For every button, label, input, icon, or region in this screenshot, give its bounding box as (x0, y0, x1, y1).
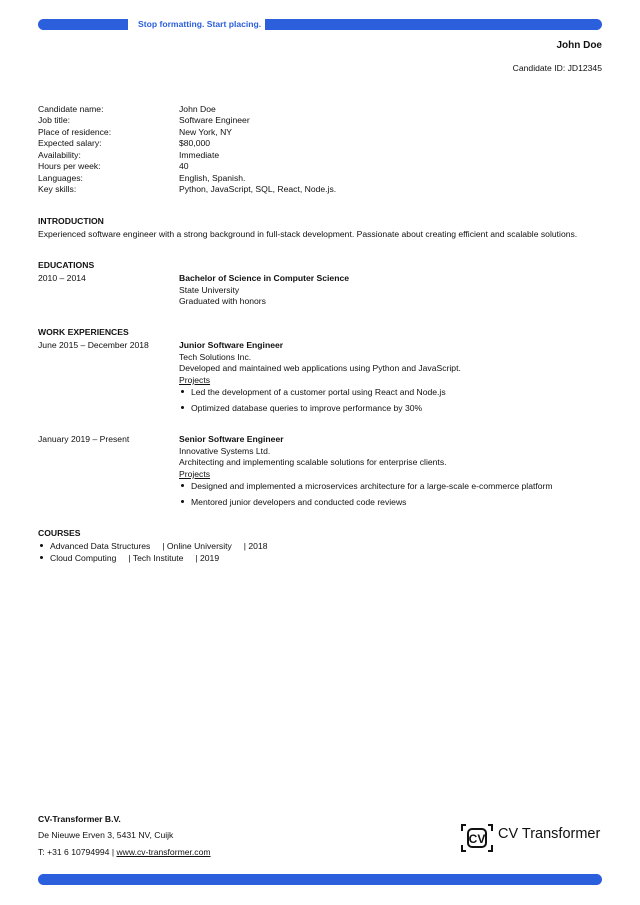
course-text: Cloud Computing | Tech Institute | 2019 (50, 553, 220, 563)
work-company: Tech Solutions Inc. (179, 352, 252, 362)
education-period: 2010 – 2014 (38, 273, 86, 283)
project-text: Mentored junior developers and conducted code reviews (191, 497, 407, 507)
work-company: Innovative Systems Ltd. (179, 446, 271, 456)
detail-value: New York, NY (179, 127, 233, 137)
bottom-bar (38, 874, 602, 885)
project-item (181, 481, 553, 492)
footer-contact (38, 847, 211, 857)
tagline: Stop formatting. Start placing. (138, 19, 262, 29)
detail-value: $80,000 (179, 138, 211, 148)
detail-label: Candidate name: (38, 104, 104, 114)
work-heading: WORK EXPERIENCES (38, 327, 129, 337)
bullet-dot (181, 406, 184, 409)
top-banner (38, 19, 602, 30)
work-description: Developed and maintained web applications using Python and JavaScript. (179, 363, 461, 373)
project-text: Led the development of a customer portal using React and Node.js (191, 387, 446, 397)
detail-label: Expected salary: (38, 138, 102, 148)
education-degree: Bachelor of Science in Computer Science (179, 273, 350, 283)
education-note: Graduated with honors (179, 296, 266, 306)
work-title: Junior Software Engineer (179, 340, 284, 350)
detail-value: Software Engineer (179, 115, 250, 125)
project-item (181, 387, 446, 398)
detail-label: Availability: (38, 150, 81, 160)
candidate-id: Candidate ID: JD12345 (512, 63, 602, 73)
work-period: June 2015 – December 2018 (38, 340, 149, 350)
logo-mark-icon (460, 822, 494, 854)
detail-label: Key skills: (38, 184, 77, 194)
educations-heading: EDUCATIONS (38, 260, 95, 270)
project-item (181, 497, 406, 508)
bullet-dot (181, 484, 184, 487)
projects-label: Projects (179, 375, 211, 385)
project-text: Designed and implemented a microservices architecture for a large-scale e-commerce platform (191, 481, 553, 491)
bullet-dot (40, 544, 43, 547)
detail-label: Job title: (38, 115, 71, 125)
footer-phone: T: +31 6 10794994 | (38, 847, 117, 857)
detail-value: Python, JavaScript, SQL, React, Node.js. (179, 184, 337, 194)
introduction-heading: INTRODUCTION (38, 216, 104, 226)
candidate-name-heading: John Doe (556, 40, 602, 51)
work-period: January 2019 – Present (38, 434, 130, 444)
svg-text:CV: CV (468, 832, 486, 846)
work-title: Senior Software Engineer (179, 434, 284, 444)
banner-bar-right (265, 19, 602, 30)
bullet-dot (181, 390, 184, 393)
education-school: State University (179, 285, 240, 295)
detail-label: Languages: (38, 173, 83, 183)
bullet-dot (40, 556, 43, 559)
course-item (40, 553, 219, 564)
detail-label: Place of residence: (38, 127, 112, 137)
detail-value: 40 (179, 161, 189, 171)
work-description: Architecting and implementing scalable solutions for enterprise clients. (179, 457, 447, 467)
introduction-text: Experienced software engineer with a strong background in full-stack development. Passionate about creating efficient and scalable solutions. (38, 229, 578, 239)
banner-bar-left (38, 19, 128, 30)
project-text: Optimized database queries to improve performance by 30% (191, 403, 423, 413)
bullet-dot (181, 500, 184, 503)
detail-value: John Doe (179, 104, 216, 114)
logo-text: CV Transformer (498, 826, 601, 842)
detail-label: Hours per week: (38, 161, 101, 171)
courses-heading: COURSES (38, 528, 81, 538)
course-text: Advanced Data Structures | Online University | 2018 (50, 541, 268, 551)
project-item (181, 403, 422, 414)
course-item (40, 541, 268, 552)
detail-value: Immediate (179, 150, 220, 160)
detail-value: English, Spanish. (179, 173, 246, 183)
cv-transformer-logo (460, 822, 605, 852)
footer-website-link[interactable]: www.cv-transformer.com (116, 847, 211, 857)
projects-label: Projects (179, 469, 211, 479)
footer-address: De Nieuwe Erven 3, 5431 NV, Cuijk (38, 830, 174, 840)
footer-company: CV-Transformer B.V. (38, 814, 121, 824)
